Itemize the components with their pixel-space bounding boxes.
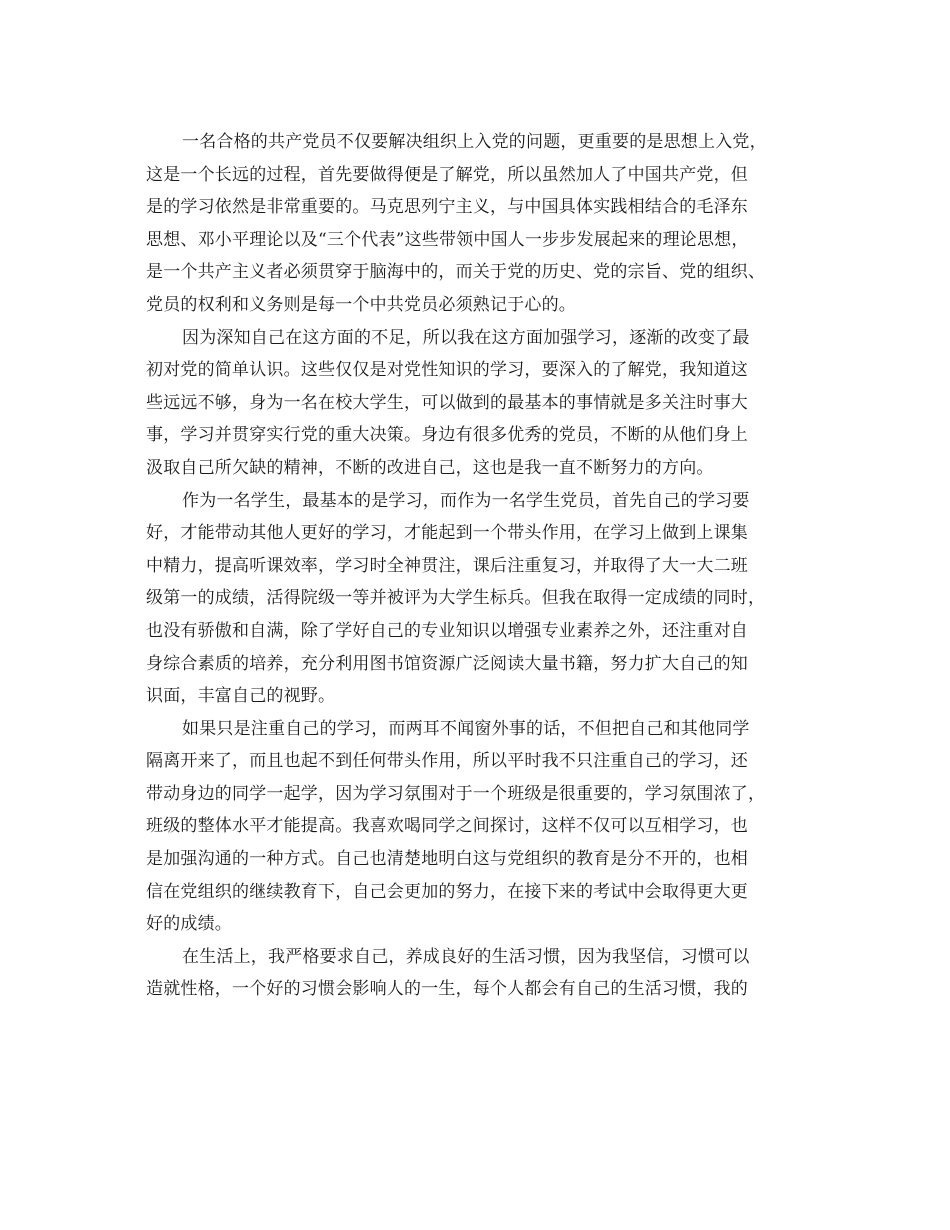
text-line: 在生活上，我严格要求自己，养成良好的生活习惯，因为我坚信，习惯可以 xyxy=(182,946,750,967)
text-line: 一名合格的共产党员不仅要解决组织上入党的问题，更重要的是思想上入党， xyxy=(182,132,767,152)
text-line: 汲取自己所欠缺的精神，不断的改进自己，这也是我一直不断努力的方向。 xyxy=(146,457,714,478)
paragraph-2 xyxy=(146,322,808,485)
text-line: 因为深知自己在这方面的不足，所以我在这方面加强学习，逐渐的改变了最 xyxy=(182,327,750,348)
document-body xyxy=(146,126,808,1006)
text-line: 级第一的成绩，活得院级一等并被评为大学生标兵。但我在取得一定成绩的同时， xyxy=(146,588,766,609)
text-line: 思想、邓小平理论以及“三个代表”这些带领中国人一步步发展起来的理论思想， xyxy=(146,229,749,250)
text-line: 身综合素质的培养，充分利用图书馆资源广泛阅读大量书籍，努力扩大自己的知 xyxy=(146,653,748,674)
paragraph-5 xyxy=(146,941,808,1006)
text-line: 带动身边的同学一起学，因为学习氛围对于一个班级是很重要的，学习氛围浓了， xyxy=(146,783,766,804)
paragraph-4 xyxy=(146,713,808,941)
paragraph-1 xyxy=(146,126,808,322)
text-line: 些远远不够，身为一名在校大学生，可以做到的最基本的事情就是多关注时事大 xyxy=(146,392,748,413)
text-line: 识面，丰富自己的视野。 xyxy=(146,686,336,707)
text-line: 班级的整体水平才能提高。我喜欢喝同学之间探讨，这样不仅可以互相学习，也 xyxy=(146,816,748,837)
text-line: 初对党的简单认识。这些仅仅是对党性知识的学习，要深入的了解党，我知道这 xyxy=(146,360,748,381)
text-line: 好，才能带动其他人更好的学习，才能起到一个带头作用，在学习上做到上课集 xyxy=(146,523,748,544)
text-line: 作为一名学生，最基本的是学习，而作为一名学生党员，首先自己的学习要 xyxy=(182,490,750,511)
text-line: 是一个共产主义者必须贯穿于脑海中的，而关于党的历史、党的宗旨、党的组织、 xyxy=(146,262,766,283)
text-line: 这是一个长远的过程，首先要做得便是了解党，所以虽然加人了中国共产党，但 xyxy=(146,164,748,185)
text-line: 是的学习依然是非常重要的。马克思列宁主义，与中国具体实践相结合的毛泽东 xyxy=(146,197,748,218)
paragraph-3 xyxy=(146,485,808,713)
text-line: 中精力，提高听课效率，学习时全神贯注，课后注重复习，并取得了大一大二班 xyxy=(146,555,748,576)
text-line: 是加强沟通的一种方式。自己也清楚地明白这与党组织的教育是分不开的，也相 xyxy=(146,849,748,870)
text-line: 也没有骄傲和自满，除了学好自己的专业知识以增强专业素养之外，还注重对自 xyxy=(146,620,748,641)
text-line: 如果只是注重自己的学习，而两耳不闻窗外事的话，不但把自己和其他同学 xyxy=(182,718,750,739)
text-line: 党员的权利和义务则是每一个中共党员必须熟记于心的。 xyxy=(146,294,576,315)
text-line: 好的成绩。 xyxy=(146,914,232,935)
text-line: 事，学习并贯穿实行党的重大决策。身边有很多优秀的党员，不断的从他们身上 xyxy=(146,425,748,446)
text-line: 信在党组织的继续教育下，自己会更加的努力，在接下来的考试中会取得更大更 xyxy=(146,881,748,902)
text-line: 隔离开来了，而且也起不到任何带头作用，所以平时我不只注重自己的学习，还 xyxy=(146,751,748,772)
text-line: 造就性格，一个好的习惯会影响人的一生，每个人都会有自己的生活习惯，我的 xyxy=(146,979,748,1000)
